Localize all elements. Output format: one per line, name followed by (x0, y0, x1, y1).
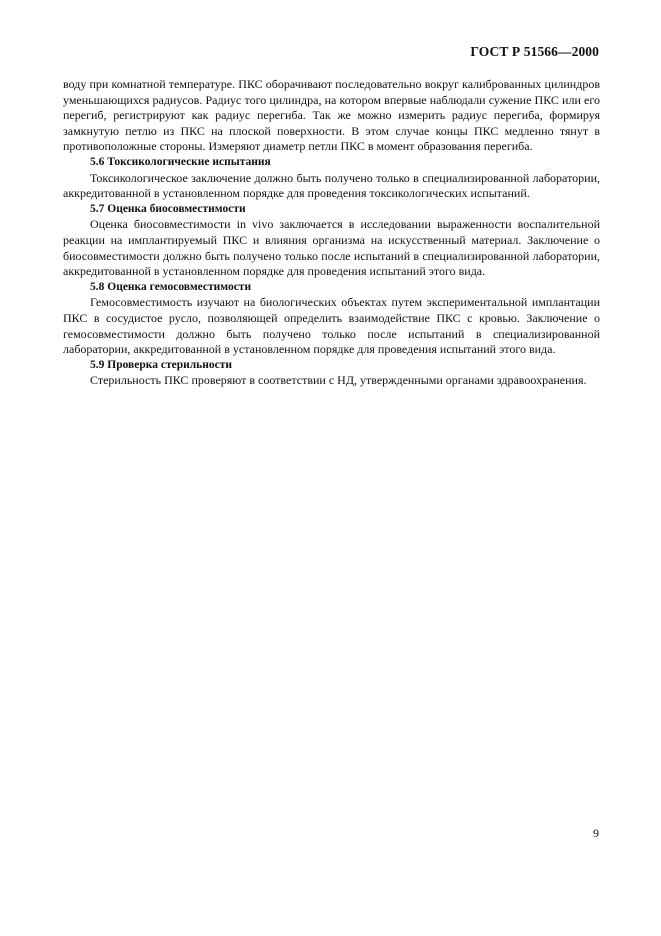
page-body (63, 77, 600, 389)
section-5-7-paragraph: Оценка биосовместимости in vivo заключается в исследовании выраженности воспалительной реакции на имплантируемый ПКС и влияния организма на искусственный материал. Заключение о биосовместимости должно быть получено только после испытаний в специализированной лаборатории, аккредитованной в установленном порядке для проведения испытаний этого вида. (63, 217, 600, 279)
standard-code: ГОСТ Р 51566—2000 (470, 44, 599, 59)
section-5-9-heading: 5.9 Проверка стерильности (90, 358, 233, 371)
section-5-9-paragraph: Стерильность ПКС проверяют в соответствии с НД, утвержденными органами здравоохранения. (90, 373, 587, 388)
page-number: 9 (593, 826, 599, 840)
intro-paragraph: воду при комнатной температуре. ПКС оборачивают последовательно вокруг калиброванных цилиндров уменьшающихся радиусов. Радиус того цилиндра, на котором впервые наблюдали сужение ПКС или его перегиб, регистрируют как радиус перегиба. Так же можно измерить радиус перегиба, формируя замкнутую петлю из ПКС на плоской поверхности. В этом случае концы ПКС медленно тянут в противоположные стороны. Измеряют диаметр петли ПКС в момент образования перегиба. (63, 77, 600, 154)
section-5-6-paragraph: Токсикологическое заключение должно быть получено только в специализированной лаборатории, аккредитованной в установленном порядке для проведения токсикологических испытаний. (63, 170, 600, 201)
section-5-8-heading: 5.8 Оценка гемосовместимости (90, 280, 252, 293)
section-5-8-paragraph: Гемосовместимость изучают на биологических объектах путем экспериментальной имплантации ПКС в сосудистое русло, позволяющей определить взаимодействие ПКС с кровью. Заключение о гемосовместимости должно быть получено только после испытаний в специализированной лаборатории, аккредитованной в установленном порядке для проведения испытаний этого вида. (63, 295, 600, 357)
section-5-7-heading: 5.7 Оценка биосовместимости (90, 202, 246, 215)
section-5-6-heading: 5.6 Токсикологические испытания (90, 155, 271, 168)
